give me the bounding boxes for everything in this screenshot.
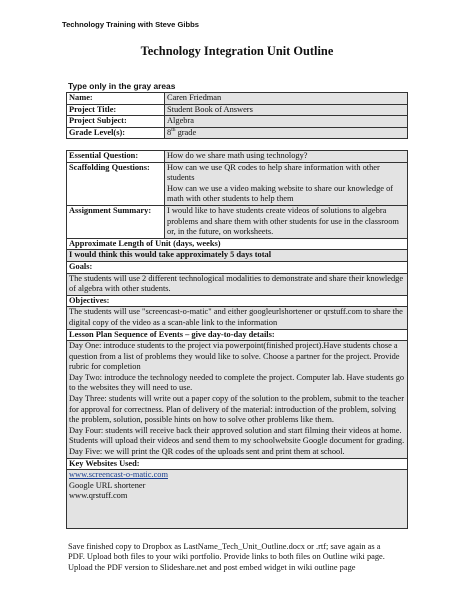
info-row-project-subject	[67, 116, 408, 128]
document-title: Technology Integration Unit Outline	[140, 44, 334, 58]
info-table	[66, 92, 408, 139]
websites-value-row	[67, 470, 408, 529]
info-row-name	[67, 93, 408, 105]
project-subject-label: Project Subject:	[67, 116, 165, 128]
grade-tail: grade	[175, 127, 197, 137]
length-label-row	[67, 238, 408, 250]
goals-value-row	[67, 273, 408, 295]
scaffolding-label: Scaffolding Questions:	[67, 162, 165, 205]
scaffolding-line: How can we use a video making website to share our knowledge of math with other students to help them	[167, 183, 394, 204]
goals-label-row	[67, 261, 408, 273]
footer-instructions: Save finished copy to Dropbox as LastName_Tech_Unit_Outline.docx or .rtf; save again as a PDF. Upload both files to your wiki portfolio. Provide links to both files on Outline wiki page. Upload the PDF version to Slideshare.net and post embed widget in wiki outline page	[68, 542, 385, 572]
grade-level-label: Grade Level(s):	[67, 127, 165, 139]
length-label: Approximate Length of Unit (days, weeks)	[67, 238, 408, 250]
websites-label-row	[67, 458, 408, 470]
info-row-project-title	[67, 104, 408, 116]
lesson-day-three: Day Three: students will write out a paper copy of the solution to the problem, submit to the teacher for approval for correctness. Plan of delivery of the material: introduction of the problem, solving the problem, solution, possible hints on how to solve other problems like them.	[69, 394, 404, 425]
lesson-value-row	[67, 341, 408, 459]
lesson-day-four: Day Four: students will receive back their approved solution and start filming their videos at home. Students will upload their videos and send them to my schoolwebsite Google document for grading.	[69, 425, 405, 446]
lesson-day-two: Day Two: introduce the technology needed to complete the project. Computer lab. Have students go to the websites they will need to use.	[69, 372, 405, 393]
website-qrstuff: www.qrstuff.com	[69, 491, 128, 501]
lesson-label-row	[67, 329, 408, 341]
objectives-label-row	[67, 295, 408, 307]
assignment-field[interactable]: I would like to have students create videos of solutions to algebra problems and share them with other students for use in the classroom or, in the future, on worksheets.	[165, 205, 408, 238]
project-subject-field[interactable]: Algebra	[165, 116, 408, 128]
essential-question-row	[67, 151, 408, 163]
length-value-row	[67, 250, 408, 262]
scaffolding-row	[67, 162, 408, 205]
instruction-text: Type only in the gray areas	[68, 81, 176, 91]
scaffolding-line: How can we use QR codes to help share information with other students	[167, 162, 380, 183]
name-field[interactable]: Caren Friedman	[165, 93, 408, 105]
websites-field[interactable]	[67, 470, 408, 529]
project-title-label: Project Title:	[67, 104, 165, 116]
assignment-label: Assignment Summary:	[67, 205, 165, 238]
grade-number: 8	[167, 127, 172, 137]
goals-label: Goals:	[67, 261, 408, 273]
website-link-screencast[interactable]: www.screencast-o-matic.com	[69, 470, 168, 480]
objectives-field[interactable]: The students will use "screencast-o-matic" and either googleurlshortener or qrstuff.com to share the digital copy of the video as a scan-able link to the information	[67, 307, 408, 329]
websites-label: Key Websites Used:	[67, 458, 408, 470]
assignment-row	[67, 205, 408, 238]
lesson-day-five: Day Five: we will print the QR codes of the uploads sent and print them at school.	[69, 447, 345, 457]
info-row-grade-level	[67, 127, 408, 139]
essential-question-label: Essential Question:	[67, 151, 165, 163]
lesson-field[interactable]	[67, 341, 408, 459]
lesson-label: Lesson Plan Sequence of Events – give day-to-day details:	[67, 329, 408, 341]
goals-field[interactable]: The students will use 2 different technological modalities to demonstrate and share their knowledge of algebra with other students.	[67, 273, 408, 295]
objectives-label: Objectives:	[67, 295, 408, 307]
grade-suffix: th	[171, 126, 176, 133]
name-label: Name:	[67, 93, 165, 105]
lesson-day-one: Day One: introduce students to the project via powerpoint(finished project).Have students chose a question from a list of problems they would like to solve. Choose a partner for the project. Provide rubric for completion	[69, 341, 400, 372]
project-title-field[interactable]: Student Book of Answers	[165, 104, 408, 116]
objectives-value-row	[67, 307, 408, 329]
outline-table	[66, 150, 408, 529]
essential-question-field[interactable]: How do we share math using technology?	[165, 151, 408, 163]
document-header: Technology Training with Steve Gibbs	[62, 20, 199, 29]
website-google-url-shortener: Google URL shortener	[69, 480, 146, 490]
length-field[interactable]: I would think this would take approximately 5 days total	[67, 250, 408, 262]
scaffolding-field[interactable]	[165, 162, 408, 205]
grade-level-field[interactable]	[165, 127, 408, 139]
